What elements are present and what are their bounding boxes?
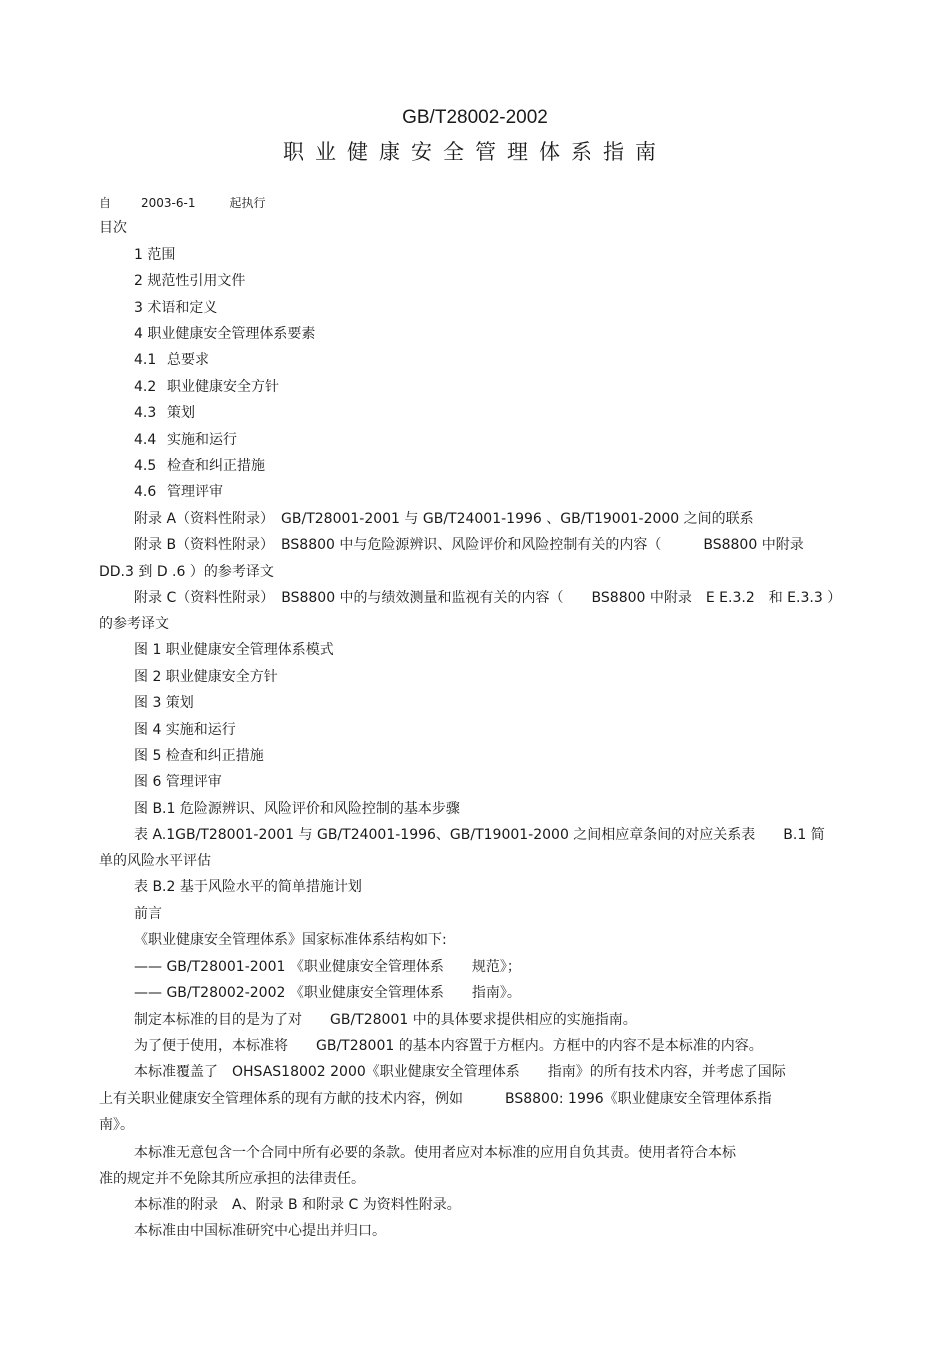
toc-heading: 目次 bbox=[99, 220, 127, 236]
toc-item: 3 术语和定义 bbox=[134, 300, 218, 316]
foreword-paragraph: 制定本标准的目的是为了对 GB/T28001 中的具体要求提供相应的实施指南。 bbox=[134, 1012, 637, 1028]
toc-table-a1: 表 A.1GB/T28001-2001 与 GB/T24001-1996、GB/T19001-2000 之间相应章条间的对应关系表 B.1 简 bbox=[134, 827, 825, 843]
foreword-heading: 前言 bbox=[134, 906, 162, 922]
toc-figure: 图 4 实施和运行 bbox=[134, 722, 236, 738]
foreword-paragraph: —— GB/T28001-2001 《职业健康安全管理体系 规范》； bbox=[134, 959, 521, 975]
toc-subitem: 4.1 总要求 bbox=[134, 352, 209, 368]
toc-subitem: 4.2 职业健康安全方针 bbox=[134, 379, 279, 395]
toc-item: 1 范围 bbox=[134, 247, 176, 263]
toc-figure: 图 B.1 危险源辨识、风险评价和风险控制的基本步骤 bbox=[134, 801, 460, 817]
toc-subitem: 4.6 管理评审 bbox=[134, 484, 223, 500]
toc-figure: 图 1 职业健康安全管理体系模式 bbox=[134, 642, 334, 658]
foreword-paragraph-cont: 南》。 bbox=[99, 1117, 134, 1133]
toc-subitem: 4.4 实施和运行 bbox=[134, 432, 237, 448]
effective-suffix: 起执行 bbox=[229, 196, 266, 210]
foreword-paragraph: 本标准无意包含一个合同中所有必要的条款。使用者应对本标准的应用自负其责。使用者符合本标 bbox=[134, 1145, 736, 1161]
effective-date: 2003-6-1 bbox=[141, 196, 196, 210]
toc-figure: 图 2 职业健康安全方针 bbox=[134, 669, 278, 685]
toc-subitem: 4.5 检查和纠正措施 bbox=[134, 458, 265, 474]
toc-subitem: 4.3 策划 bbox=[134, 405, 195, 421]
effective-date-line bbox=[99, 193, 266, 213]
effective-prefix: 自 bbox=[99, 196, 112, 210]
toc-appendix-b: 附录 B（资料性附录） BS8800 中与危险源辨识、风险评价和风险控制有关的内容（ BS8800 中附录 bbox=[134, 537, 804, 553]
foreword-paragraph-cont: 准的规定并不免除其所应承担的法律责任。 bbox=[99, 1171, 365, 1187]
foreword-paragraph: 本标准的附录 A、附录 B 和附录 C 为资料性附录。 bbox=[134, 1197, 461, 1213]
document-title: 职业健康安全管理体系指南 bbox=[283, 140, 667, 164]
foreword-paragraph: 本标准覆盖了 OHSAS18002 2000《职业健康安全管理体系 指南》的所有技术内容，并考虑了国际 bbox=[134, 1064, 786, 1080]
toc-figure: 图 3 策划 bbox=[134, 695, 194, 711]
toc-figure: 图 6 管理评审 bbox=[134, 774, 222, 790]
foreword-paragraph: 为了便于使用，本标准将 GB/T28001 的基本内容置于方框内。方框中的内容不是本标准的内容。 bbox=[134, 1038, 763, 1054]
foreword-paragraph: —— GB/T28002-2002 《职业健康安全管理体系 指南》。 bbox=[134, 985, 521, 1001]
foreword-paragraph: 《职业健康安全管理体系》国家标准体系结构如下: bbox=[134, 932, 447, 948]
foreword-paragraph-cont: 上有关职业健康安全管理体系的现有方献的技术内容，例如 BS8800: 1996《职业健康安全管理体系指 bbox=[99, 1091, 772, 1107]
standard-code: GB/T28002-2002 bbox=[402, 107, 548, 128]
toc-item: 4 职业健康安全管理体系要素 bbox=[134, 326, 316, 342]
toc-figure: 图 5 检查和纠正措施 bbox=[134, 748, 264, 764]
toc-appendix-b-cont: DD.3 到 D .6 ）的参考译文 bbox=[99, 564, 274, 580]
foreword-paragraph: 本标准由中国标准研究中心提出并归口。 bbox=[134, 1223, 386, 1239]
toc-appendix-c-cont: 的参考译文 bbox=[99, 616, 169, 632]
toc-table-b2: 表 B.2 基于风险水平的简单措施计划 bbox=[134, 879, 362, 895]
toc-appendix-c: 附录 C（资料性附录） BS8800 中的与绩效测量和监视有关的内容（ BS8800 中附录 E E.3.2 和 E.3.3 ） bbox=[134, 590, 842, 606]
toc-table-a1-cont: 单的风险水平评估 bbox=[99, 853, 211, 869]
toc-appendix-a: 附录 A（资料性附录） GB/T28001-2001 与 GB/T24001-1996 、GB/T19001-2000 之间的联系 bbox=[134, 511, 754, 527]
toc-item: 2 规范性引用文件 bbox=[134, 273, 246, 289]
